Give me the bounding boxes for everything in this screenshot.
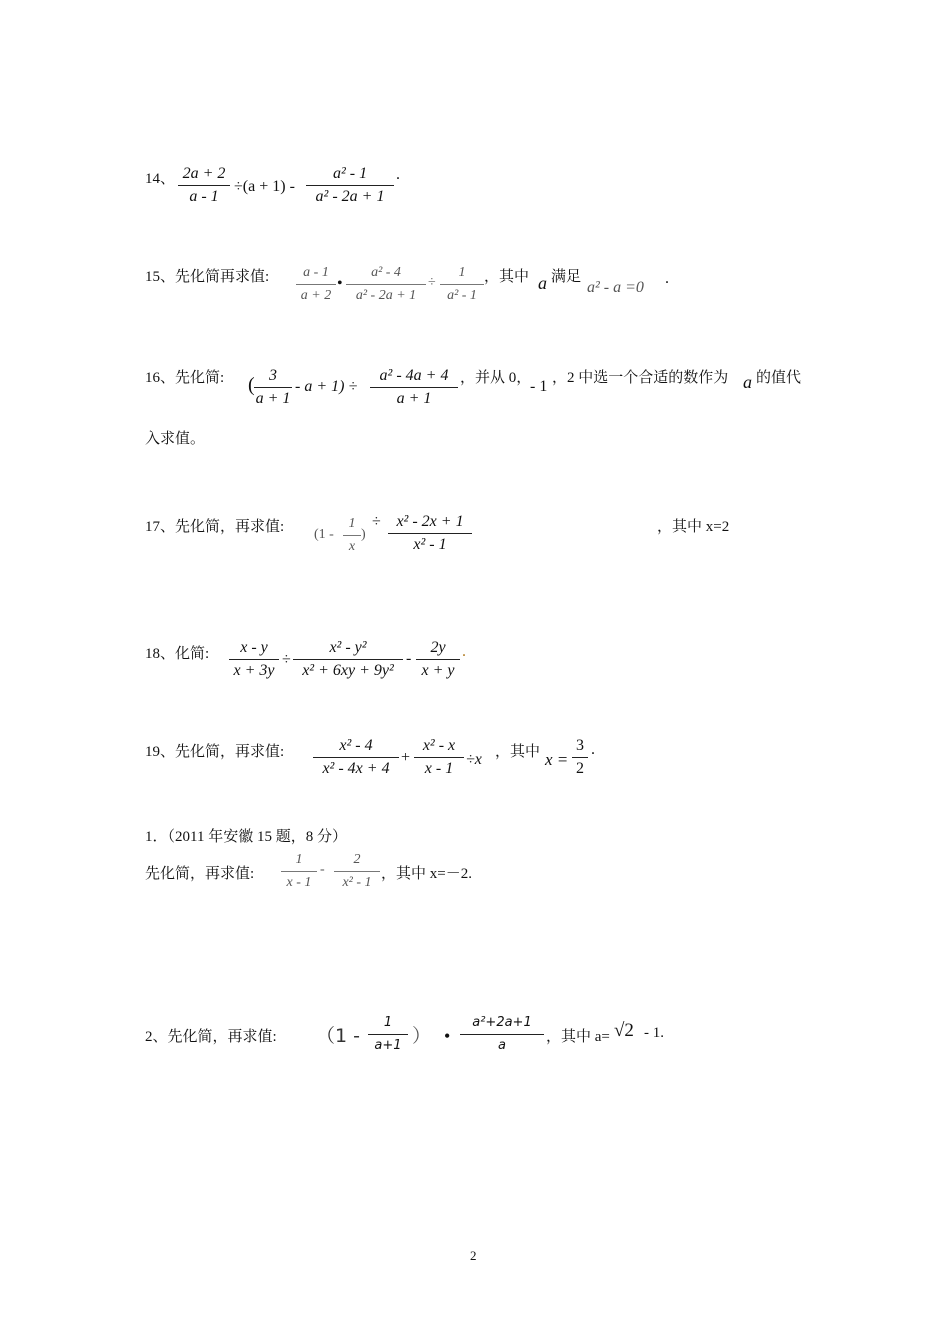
- q2-label: 2、先化简，再求值:: [145, 1029, 277, 1045]
- q2-dot: •: [444, 1026, 451, 1046]
- p17-num1: 1: [348, 516, 356, 531]
- p18-num1: x - y: [240, 639, 268, 656]
- p17-label: 17、先化简，再求值:: [145, 519, 285, 535]
- p16-mid: - a + 1) ÷: [295, 378, 358, 395]
- p14-label: 14、: [145, 171, 176, 187]
- p19-cond: ，其中: [495, 744, 541, 760]
- p15-frac1: [296, 263, 336, 306]
- p15-cond-text: ，其中: [484, 269, 530, 285]
- p19-frac3: [572, 736, 588, 779]
- p14-frac2: [306, 164, 394, 207]
- p16-den2: a + 1: [396, 390, 432, 407]
- q2-frac1: [368, 1013, 408, 1056]
- p17-cond: ，其中 x=2: [657, 519, 730, 535]
- p15-end: .: [665, 270, 669, 287]
- p14-den2: a² - 2a + 1: [315, 188, 385, 205]
- p18-den1: x + 3y: [233, 662, 275, 679]
- p19-end: .: [591, 741, 595, 758]
- p18-frac2: [293, 638, 403, 681]
- q1-cond: ，其中 x=－2.: [381, 866, 472, 882]
- p16-text1: ，并从 0，: [460, 370, 532, 386]
- p19-num1: x² - 4: [339, 737, 373, 754]
- p16-neg1: - 1: [530, 378, 548, 395]
- p18-frac1: [229, 638, 279, 681]
- p16-line2: 入求值。: [145, 431, 206, 447]
- p18-minus: -: [406, 650, 412, 667]
- q2-num2: a²+2a+1: [472, 1015, 532, 1030]
- q2-den2: a: [498, 1038, 506, 1053]
- q1-num1: 1: [295, 852, 303, 867]
- p17-frac1: [343, 514, 361, 557]
- q1-den2: x² - 1: [342, 875, 372, 890]
- p15-cond-eq: a² - a =0: [587, 279, 644, 296]
- p15-num3: 1: [458, 265, 466, 280]
- p17-den2: x² - 1: [413, 536, 447, 553]
- p19-frac1: [313, 736, 399, 779]
- q1-frac2: [334, 850, 380, 893]
- q2-cond: ，其中 a=: [546, 1029, 610, 1045]
- p14-end: .: [396, 166, 400, 183]
- q1-frac1: [281, 850, 317, 893]
- p16-frac2: [370, 366, 458, 409]
- page-number: 2: [470, 1248, 477, 1263]
- p17-frac2: [388, 512, 472, 555]
- p17-div: ÷: [372, 513, 381, 530]
- p16-frac1: [254, 366, 292, 409]
- p19-divx: ÷x: [466, 751, 482, 768]
- p16-num1: 3: [269, 367, 277, 384]
- p15-num2: a² - 4: [371, 265, 401, 280]
- p19-den3: 2: [576, 760, 584, 777]
- p17-pre: (1 -: [314, 527, 334, 542]
- p19-den2: x - 1: [424, 760, 454, 777]
- p19-num3: 3: [576, 737, 584, 754]
- p18-div: ÷: [282, 651, 291, 668]
- p17-den1: x: [348, 539, 356, 554]
- p16-lparen: (: [248, 374, 255, 396]
- p19-den1: x² - 4x + 4: [322, 760, 390, 777]
- p16-var-a: a: [743, 372, 752, 392]
- p18-label: 18、化简:: [145, 646, 210, 662]
- p15-frac2: [346, 263, 426, 306]
- p18-end: .: [462, 643, 466, 660]
- p18-den2: x² + 6xy + 9y²: [302, 662, 394, 679]
- p19-xeq: x =: [545, 750, 569, 769]
- q1-den1: x - 1: [286, 875, 312, 890]
- p16-text3: 的值代: [756, 370, 802, 386]
- q2-lparen: （1 -: [316, 1025, 360, 1047]
- p16-text2: ，2 中选一个合适的数作为: [552, 370, 729, 386]
- p15-den1: a + 2: [300, 288, 332, 303]
- p15-label: 15、先化简再求值:: [145, 269, 270, 285]
- p15-div: ÷: [428, 275, 436, 290]
- p15-var-a: a: [538, 273, 547, 293]
- p15-dot: •: [337, 275, 343, 292]
- p15-cond-mid: 满足: [551, 269, 582, 285]
- p15-num1: a - 1: [303, 265, 329, 280]
- p18-num2: x² - y²: [329, 639, 367, 656]
- p18-num3: 2y: [430, 639, 446, 656]
- p19-label: 19、先化简，再求值:: [145, 744, 285, 760]
- p14-num2: a² - 1: [332, 165, 368, 182]
- p19-frac2: [414, 736, 464, 779]
- p14-frac1: [178, 164, 230, 207]
- q2-tail: - 1.: [644, 1025, 664, 1041]
- p14-den1: a - 1: [189, 188, 219, 205]
- q1-minus: -: [320, 862, 325, 877]
- p19-num2: x² - x: [422, 737, 456, 754]
- p18-den3: x + y: [421, 662, 455, 679]
- q2-den1: a+1: [374, 1038, 402, 1053]
- q2-num1: 1: [383, 1015, 393, 1030]
- p16-label: 16、先化简:: [145, 370, 225, 386]
- p16-den1: a + 1: [255, 390, 291, 407]
- p14-op1: ÷(a + 1) -: [234, 178, 295, 195]
- p17-num2: x² - 2x + 1: [396, 513, 464, 530]
- q2-frac2: [460, 1013, 544, 1056]
- q2-sqrt: √2: [614, 1020, 634, 1041]
- p15-den2: a² - 2a + 1: [355, 288, 417, 303]
- p19-plus: +: [401, 749, 411, 766]
- q1-label: 先化简，再求值:: [145, 866, 255, 882]
- q2-rparen: ）: [412, 1025, 432, 1047]
- q1-num2: 2: [353, 852, 361, 867]
- p14-num1: 2a + 2: [182, 165, 226, 182]
- p15-den3: a² - 1: [447, 288, 477, 303]
- q1-header: 1．（2011 年安徽 15 题，8 分）: [145, 829, 347, 845]
- p16-num2: a² - 4a + 4: [379, 367, 449, 384]
- p15-frac3: [440, 263, 484, 306]
- p18-frac3: [416, 638, 460, 681]
- p17-post: ): [361, 527, 366, 542]
